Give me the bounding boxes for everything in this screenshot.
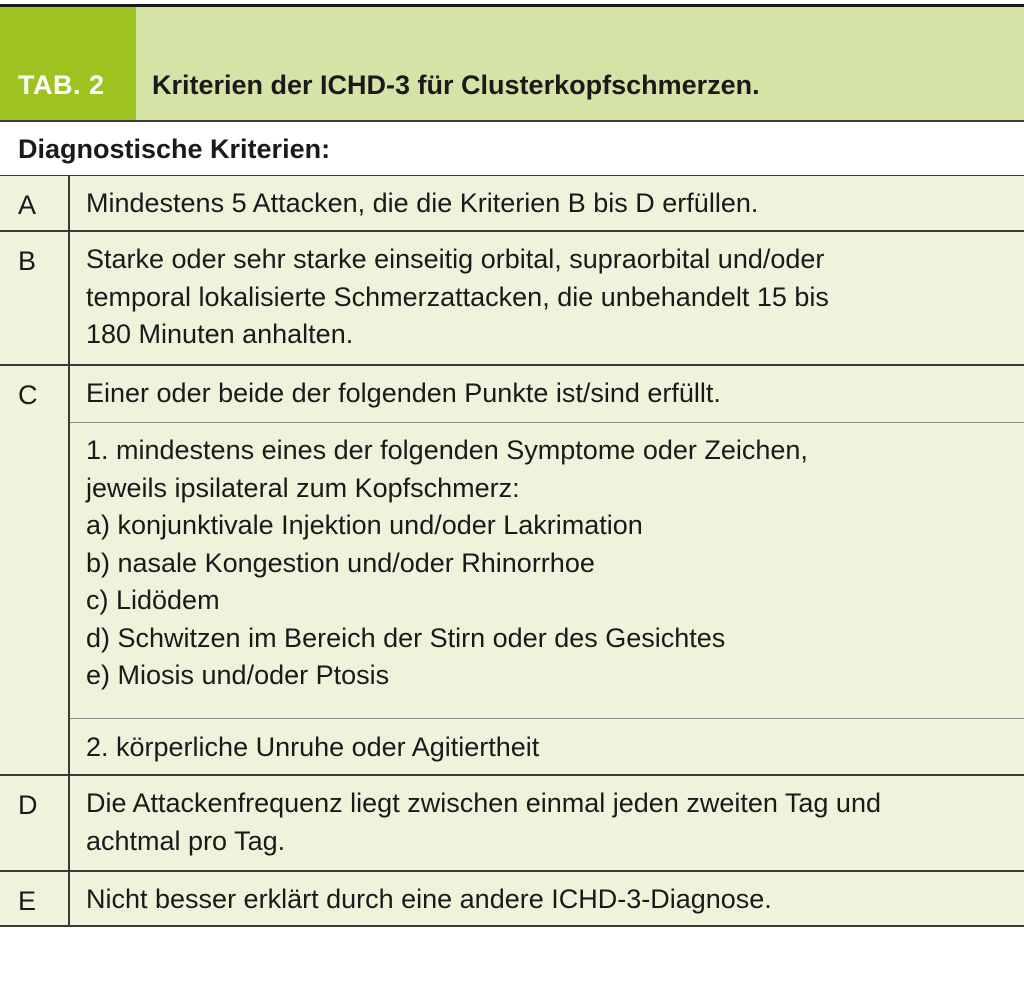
criterion-b-text bbox=[86, 241, 1006, 354]
section-heading-text: Diagnostische Kriterien: bbox=[18, 134, 331, 164]
text-line: Starke oder sehr starke einseitig orbital, supraorbital und/oder bbox=[86, 244, 825, 274]
text-line: 2. körperliche Unruhe oder Agitiertheit bbox=[86, 732, 540, 762]
criterion-c-point-2 bbox=[86, 729, 1006, 767]
table-header bbox=[0, 7, 1024, 120]
text-line: e) Miosis und/oder Ptosis bbox=[86, 660, 390, 690]
criterion-c-point-1 bbox=[86, 432, 1006, 695]
table-number-badge bbox=[0, 7, 136, 120]
table-title: Kriterien der ICHD-3 für Clusterkopfschmerzen. bbox=[152, 70, 760, 100]
criterion-d-text bbox=[86, 785, 1006, 860]
criterion-letter-c: C bbox=[18, 380, 38, 410]
text-line: c) Lidödem bbox=[86, 585, 220, 615]
criterion-c-intro bbox=[86, 375, 1006, 413]
text-line: Mindestens 5 Attacken, die die Kriterien B bis D erfüllen. bbox=[86, 188, 759, 218]
criterion-letter-b: B bbox=[18, 246, 37, 276]
text-line: d) Schwitzen im Bereich der Stirn oder des Gesichtes bbox=[86, 622, 726, 653]
text-line: jeweils ipsilateral zum Kopfschmerz: bbox=[86, 472, 520, 503]
text-line: Nicht besser erklärt durch eine andere ICHD-3-Diagnose. bbox=[86, 884, 772, 914]
text-line: temporal lokalisierte Schmerzattacken, die unbehandelt 15 bis bbox=[86, 281, 829, 312]
sub-row-divider bbox=[70, 718, 1024, 719]
criterion-letter-a: A bbox=[18, 190, 37, 220]
text-line: 1. mindestens eines der folgenden Symptome oder Zeichen, bbox=[86, 435, 808, 465]
criterion-letter-d: D bbox=[18, 790, 38, 820]
table-number: TAB. 2 bbox=[18, 70, 105, 100]
row-divider bbox=[0, 774, 1024, 776]
criterion-e-text bbox=[86, 881, 1006, 919]
row-divider bbox=[0, 230, 1024, 232]
text-line: b) nasale Kongestion und/oder Rhinorrhoe bbox=[86, 547, 595, 578]
row-divider bbox=[0, 870, 1024, 872]
text-line: 180 Minuten anhalten. bbox=[86, 319, 354, 349]
criterion-a-text bbox=[86, 185, 1006, 223]
section-heading bbox=[0, 122, 1024, 175]
text-line: Einer oder beide der folgenden Punkte ist/sind erfüllt. bbox=[86, 378, 721, 408]
letter-column-divider bbox=[68, 176, 70, 926]
sub-row-divider bbox=[70, 422, 1024, 423]
text-line: achtmal pro Tag. bbox=[86, 825, 286, 856]
text-line: a) konjunktivale Injektion und/oder Lakrimation bbox=[86, 510, 643, 540]
row-divider bbox=[0, 364, 1024, 366]
text-line: Die Attackenfrequenz liegt zwischen einmal jeden zweiten Tag und bbox=[86, 788, 881, 818]
criterion-letter-e: E bbox=[18, 886, 37, 916]
bottom-rule bbox=[0, 925, 1024, 927]
